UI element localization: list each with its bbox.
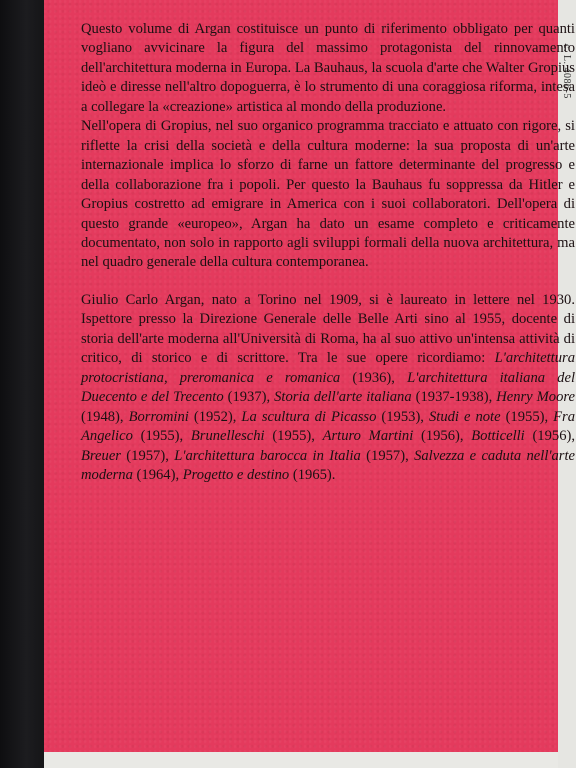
- book-title: Salvezza e caduta nell'arte moderna: [81, 447, 576, 483]
- book-title: Arturo Martini: [322, 428, 414, 445]
- book-title: Storia dell'arte italiana: [274, 389, 412, 406]
- book-title: L'architettura protocristiana, preromanica e romanica: [81, 350, 575, 386]
- bio-text: (1955),: [500, 408, 554, 425]
- bio-text: (1955),: [132, 428, 191, 445]
- book-title: Studi e note: [428, 408, 501, 425]
- bio-text: (1953),: [376, 408, 429, 425]
- book-title: Brunelleschi: [190, 428, 265, 445]
- paragraph-intro: Questo volume di Argan costituisce un punto di riferimento obbligato per quanti vogliano avvicinare la figura del massimo protagonista del rinnovamento dell'architettura moderna in Europa. La Bauhaus, la scuola d'arte che Walter Gropius ideò e diresse nell'altro dopoguerra, è lo strumento di una coraggiosa riforma, intesa a collegare la «creazione» artistica al mondo della produzione.: [81, 21, 575, 115]
- bio-text: (1955),: [264, 428, 323, 445]
- book-title: L'architettura barocca in Italia: [174, 447, 361, 464]
- bio-text: (1936),: [340, 369, 408, 386]
- book-title: Breuer: [81, 447, 121, 464]
- book-title: Henry Moore: [496, 389, 575, 406]
- book-title: L'architettura italiana del Duecento e del Trecento: [81, 369, 576, 406]
- book-title: Botticelli: [471, 428, 525, 445]
- book-title: Progetto e destino: [182, 466, 290, 483]
- page-edge-bottom: [44, 752, 558, 768]
- bio-text: (1965).: [289, 466, 336, 483]
- paragraph-gropius: Nell'opera di Gropius, nel suo organico programma tracciato e attuato con rigore, si riflette la crisi della società e della cultura moderne: la sua proposta di un'arte internazionale implica lo sforzo di farne un fattore determinante del progresso e della collaborazione fra i popoli. Per questo la Bauhaus fu soppressa da Hitler e Gropius costretto ad emigrare in America con i suoi collaboratori. Dell'opera di questo grande «europeo», Argan ha dato un esame completo e criticamente documentato, non solo in rapporto agli sviluppi formali della nuova architettura, ma nel quadro generale della cultura contemporanea.: [81, 118, 575, 271]
- book-title: Fra Angelico: [81, 408, 576, 445]
- bio-text: Giulio Carlo Argan, nato a Torino nel 1909, si è laureato in lettere nel 1930. Ispettore presso la Direzione Generale delle Belle Arti sino al 1955, docente di storia dell'arte moderna all'Università di Roma, ha al suo attivo un'intensa attività di critico, di storico e di scrittore. Tra le sue opere ricordiamo:: [81, 291, 575, 367]
- blurb-text: [81, 20, 575, 485]
- bio-text: (1948),: [81, 408, 129, 425]
- catalog-code: c. L. 4086-5: [561, 44, 572, 99]
- bio-text: (1964),: [132, 466, 183, 483]
- book-title: La scultura di Picasso: [241, 408, 377, 425]
- bio-text: (1937-1938),: [411, 389, 497, 406]
- book-spine-left: [0, 0, 44, 768]
- bio-text: (1956),: [413, 428, 472, 445]
- bio-text: (1952),: [188, 408, 242, 425]
- bio-text: (1957),: [360, 447, 415, 464]
- bio-text: (1956),: [524, 428, 575, 445]
- bio-text: (1937),: [223, 389, 275, 406]
- bio-text: (1957),: [120, 447, 175, 464]
- paragraph-author-bio: [81, 291, 575, 486]
- book-title: Borromini: [128, 408, 189, 425]
